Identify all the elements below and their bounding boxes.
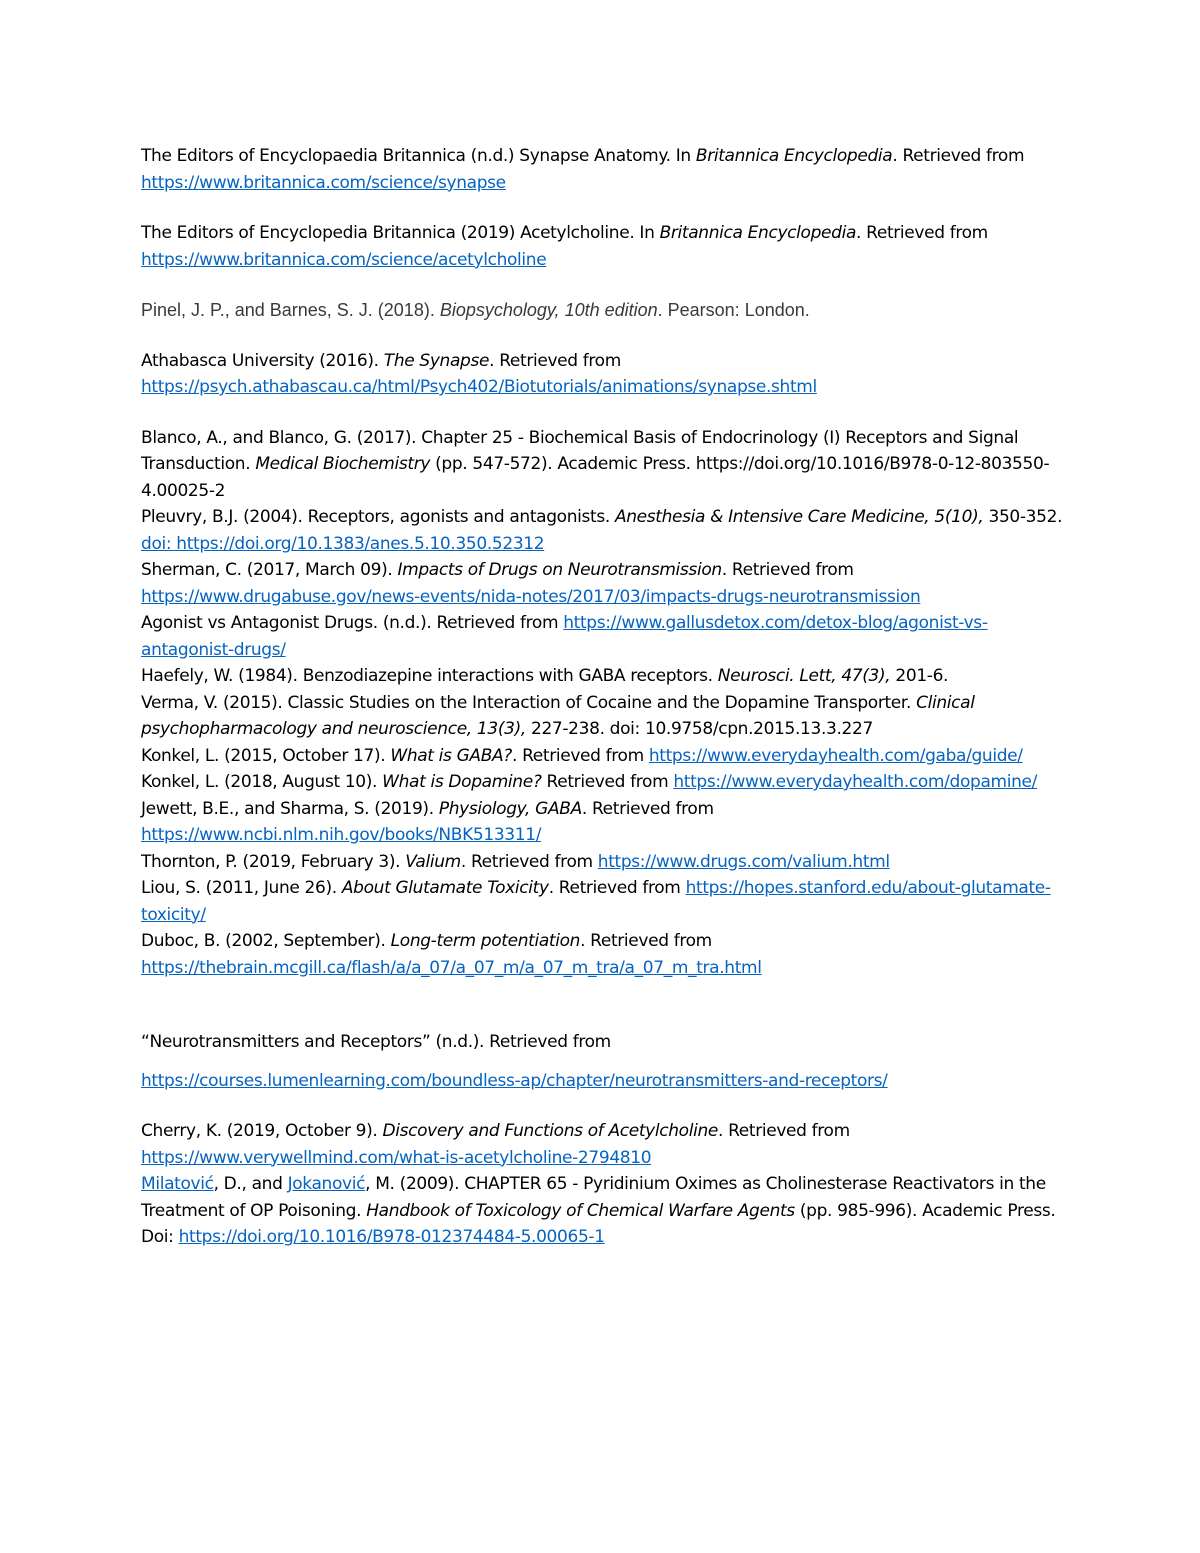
reference-link[interactable]: Milatović bbox=[141, 1174, 214, 1194]
reference-link[interactable]: Jokanović bbox=[287, 1174, 366, 1194]
reference-link[interactable]: doi: https://doi.org/10.1383/anes.5.10.350.52312 bbox=[141, 533, 545, 554]
reference-title: What is GABA? bbox=[390, 745, 512, 766]
reference-text: “Neurotransmitters and Receptors” (n.d.). Retrieved from bbox=[141, 1032, 611, 1052]
reference-text: The Editors of Encyclopedia Britannica (2019) Acetylcholine. In bbox=[141, 223, 660, 243]
reference-link[interactable]: https://www.drugabuse.gov/news-events/nida-notes/2017/03/impacts-drugs-neurotransmission bbox=[141, 586, 921, 607]
reference-text: (pp. 547-572). Academic Press. https://doi.org/10.1016/B978-0-12-803550-4.00025-2 bbox=[141, 454, 1050, 501]
reference-link[interactable]: https://doi.org/10.1016/B978-012374484-5.00065-1 bbox=[178, 1227, 605, 1247]
reference-text: Verma, V. (2015). Classic Studies on the Interaction of Cocaine and the Dopamine Transporter. bbox=[141, 692, 917, 713]
reference-text: Liou, S. (2011, June 26). bbox=[141, 878, 342, 898]
reference-text: 201-6. bbox=[890, 666, 949, 686]
reference-text: Pinel, J. P., and Barnes, S. J. (2018). bbox=[141, 300, 440, 320]
reference-list bbox=[141, 143, 1071, 1251]
reference-title: What is Dopamine? bbox=[382, 772, 542, 792]
reference-title: Valium bbox=[405, 851, 461, 872]
reference-link[interactable]: https://courses.lumenlearning.com/boundless-ap/chapter/neurotransmitters-and-receptors/ bbox=[141, 1070, 888, 1091]
reference-link[interactable]: https://psych.athabascau.ca/html/Psych402/Biotutorials/animations/synapse.shtml bbox=[141, 377, 817, 397]
reference-title: Long-term potentiation bbox=[390, 931, 581, 951]
reference-text: . Retrieved from bbox=[489, 350, 621, 371]
reference-text: (pp. 985-996). Academic Press. Doi: bbox=[141, 1200, 1056, 1247]
reference-liou bbox=[141, 875, 1071, 928]
reference-text: The Editors of Encyclopaedia Britannica (n.d.) Synapse Anatomy. In bbox=[141, 146, 696, 166]
reference-sherman bbox=[141, 557, 1071, 610]
reference-text: . Retrieved from bbox=[460, 851, 598, 872]
reference-title: Physiology, GABA bbox=[438, 798, 582, 819]
reference-konkel-gaba bbox=[141, 743, 1071, 770]
reference-pleuvry bbox=[141, 504, 1071, 557]
reference-text: Pleuvry, B.J. (2004). Receptors, agonists and antagonists. bbox=[141, 507, 615, 527]
reference-konkel-dopamine bbox=[141, 769, 1071, 796]
reference-text: . Pearson: London. bbox=[657, 300, 810, 320]
reference-text: . Retrieved from bbox=[892, 146, 1025, 166]
reference-text: 227-238. doi: 10.9758/cpn.2015.13.3.227 bbox=[525, 719, 873, 739]
reference-text: Agonist vs Antagonist Drugs. (n.d.). Retrieved from bbox=[141, 613, 564, 633]
reference-text: , M. (2009). CHAPTER 65 - Pyridinium Oximes as Cholinesterase Reactivators in the Treatment of OP Poisoning. bbox=[141, 1174, 1046, 1221]
reference-text: . Retrieved from bbox=[717, 1121, 850, 1141]
reference-title: Britannica Encyclopedia bbox=[659, 223, 857, 243]
reference-title: Discovery and Functions of Acetylcholine bbox=[382, 1121, 718, 1141]
reference-title: Handbook of Toxicology of Chemical Warfare Agents bbox=[366, 1200, 795, 1221]
reference-link[interactable]: https://www.britannica.com/science/synapse bbox=[141, 172, 506, 193]
reference-title: The Synapse bbox=[383, 350, 490, 371]
reference-text: . Retrieved from bbox=[548, 878, 686, 898]
reference-link[interactable]: https://www.everydayhealth.com/dopamine/ bbox=[673, 772, 1038, 792]
reference-jewett-sharma bbox=[141, 796, 1071, 849]
reference-title: Neurosci. Lett, 47(3), bbox=[717, 666, 891, 686]
reference-text: Konkel, L. (2015, October 17). bbox=[141, 745, 391, 766]
reference-thornton bbox=[141, 849, 1071, 876]
reference-duboc bbox=[141, 928, 1071, 981]
reference-title: About Glutamate Toxicity bbox=[341, 878, 549, 898]
reference-lumenlearning bbox=[141, 1029, 1071, 1094]
reference-text: . Retrieved from bbox=[580, 931, 712, 951]
reference-athabasca bbox=[141, 348, 1071, 401]
reference-verma bbox=[141, 690, 1071, 743]
reference-text: . Retrieved from bbox=[721, 560, 854, 580]
reference-text: Sherman, C. (2017, March 09). bbox=[141, 560, 398, 580]
reference-text: Thornton, P. (2019, February 3). bbox=[141, 851, 406, 872]
reference-text: . Retrieved from bbox=[581, 798, 714, 819]
reference-text: , D., and bbox=[213, 1174, 288, 1194]
reference-link[interactable]: https://www.everydayhealth.com/gaba/guide/ bbox=[648, 745, 1023, 766]
reference-title: Clinical psychopharmacology and neuroscience, 13(3), bbox=[141, 692, 975, 739]
reference-text: Duboc, B. (2002, September). bbox=[141, 931, 391, 951]
reference-text: Konkel, L. (2018, August 10). bbox=[141, 772, 383, 792]
reference-text: Jewett, B.E., and Sharma, S. (2019). bbox=[141, 798, 439, 819]
reference-britannica-synapse bbox=[141, 143, 1071, 196]
reference-link[interactable]: https://thebrain.mcgill.ca/flash/a/a_07/a_07_m/a_07_m_tra/a_07_m_tra.html bbox=[141, 957, 762, 978]
reference-text: Cherry, K. (2019, October 9). bbox=[141, 1121, 383, 1141]
reference-gallusdetox bbox=[141, 610, 1071, 663]
reference-title: Britannica Encyclopedia bbox=[695, 146, 893, 166]
reference-title: Anesthesia & Intensive Care Medicine, 5(10), bbox=[614, 507, 984, 527]
reference-text: Blanco, A., and Blanco, G. (2017). Chapter 25 - Biochemical Basis of Endocrinology (I) Receptors and Signal Transduction. bbox=[141, 427, 1019, 474]
reference-link[interactable]: https://hopes.stanford.edu/about-glutamate-toxicity/ bbox=[141, 878, 1051, 925]
reference-text: Retrieved from bbox=[541, 772, 674, 792]
reference-text: 350-352. bbox=[983, 507, 1063, 527]
reference-text: . Retrieved from bbox=[511, 745, 649, 766]
reference-title: Medical Biochemistry bbox=[255, 454, 431, 474]
reference-text: Haefely, W. (1984). Benzodiazepine interactions with GABA receptors. bbox=[141, 666, 718, 686]
reference-title: Impacts of Drugs on Neurotransmission bbox=[397, 560, 722, 580]
reference-pinel-barnes bbox=[141, 297, 1071, 324]
reference-link-line bbox=[141, 1068, 888, 1095]
reference-link[interactable]: https://www.gallusdetox.com/detox-blog/agonist-vs-antagonist-drugs/ bbox=[141, 613, 988, 660]
reference-text: . Retrieved from bbox=[856, 223, 988, 243]
reference-link[interactable]: https://www.britannica.com/science/acetylcholine bbox=[141, 249, 547, 270]
reference-cherry bbox=[141, 1118, 1071, 1171]
reference-title: Biopsychology, 10th edition bbox=[439, 300, 658, 320]
reference-milatovic bbox=[141, 1171, 1071, 1251]
reference-text: Athabasca University (2016). bbox=[141, 350, 384, 371]
reference-link[interactable]: https://www.verywellmind.com/what-is-acetylcholine-2794810 bbox=[141, 1147, 652, 1168]
reference-link[interactable]: https://www.drugs.com/valium.html bbox=[597, 851, 890, 872]
reference-link[interactable]: https://www.ncbi.nlm.nih.gov/books/NBK513311/ bbox=[141, 825, 542, 845]
reference-haefely bbox=[141, 663, 1071, 690]
reference-britannica-acetylcholine bbox=[141, 220, 1071, 273]
reference-blanco bbox=[141, 425, 1071, 505]
